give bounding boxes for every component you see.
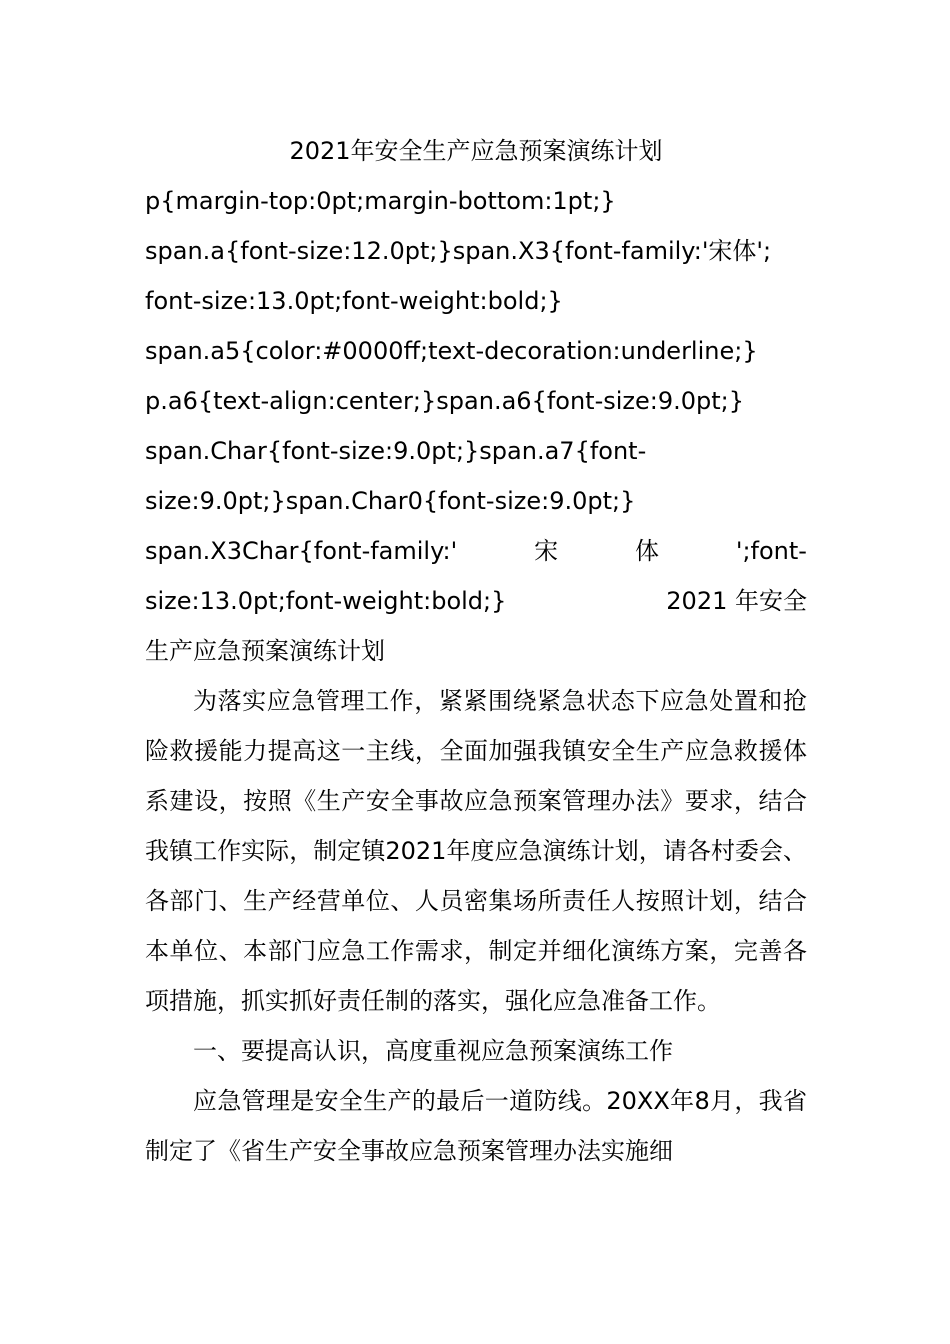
css-text-line-9-part-2: 2021 年安全 [666,587,807,615]
css-text-line-8 [145,526,807,576]
css-text-line-2: span.a{font-size:12.0pt;}span.X3{font-family:'宋体'; [145,237,772,265]
section-1-paragraph: 应急管理是安全生产的最后一道防线。20XX年8月，我省制定了《省生产安全事故应急预案管理办法实施细 [145,1087,807,1165]
intro-paragraph: 为落实应急管理工作，紧紧围绕紧急状态下应急处置和抢险救援能力提高这一主线，全面加强我镇安全生产应急救援体系建设，按照《生产安全事故应急预案管理办法》要求，结合我镇工作实际，制定镇2021年度应急演练计划，请各村委会、各部门、生产经营单位、人员密集场所责任人按照计划，结合本单位、本部门应急工作需求，制定并细化演练方案，完善各项措施，抓实抓好责任制的落实，强化应急准备工作。 [145,687,807,1015]
css-text-line-8-part-2: 宋 [534,537,559,565]
css-text-line-9 [145,576,807,626]
document-title: 2021年安全生产应急预案演练计划 [289,137,663,165]
document-page [145,126,807,1176]
css-text-line-1: p{margin-top:0pt;margin-bottom:1pt;} [145,187,616,215]
css-text-line-8-part-3: 体 [634,537,659,565]
subtitle-tail: 生产应急预案演练计划 [145,637,385,665]
css-text-line-6: span.Char{font-size:9.0pt;}span.a7{font- [145,437,647,465]
css-text-line-3: font-size:13.0pt;font-weight:bold;} [145,287,563,315]
css-text-line-9-part-1: size:13.0pt;font-weight:bold;} [145,587,507,615]
css-text-line-7: size:9.0pt;}span.Char0{font-size:9.0pt;} [145,487,636,515]
css-text-line-5: p.a6{text-align:center;}span.a6{font-size:9.0pt;} [145,387,745,415]
section-1-heading: 一、要提高认识，高度重视应急预案演练工作 [193,1037,673,1065]
css-text-line-8-part-1: span.X3Char{font-family:' [145,537,458,565]
css-text-line-8-part-4: ';font- [735,537,807,565]
css-text-line-4: span.a5{color:#0000ff;text-decoration:underline;} [145,337,758,365]
